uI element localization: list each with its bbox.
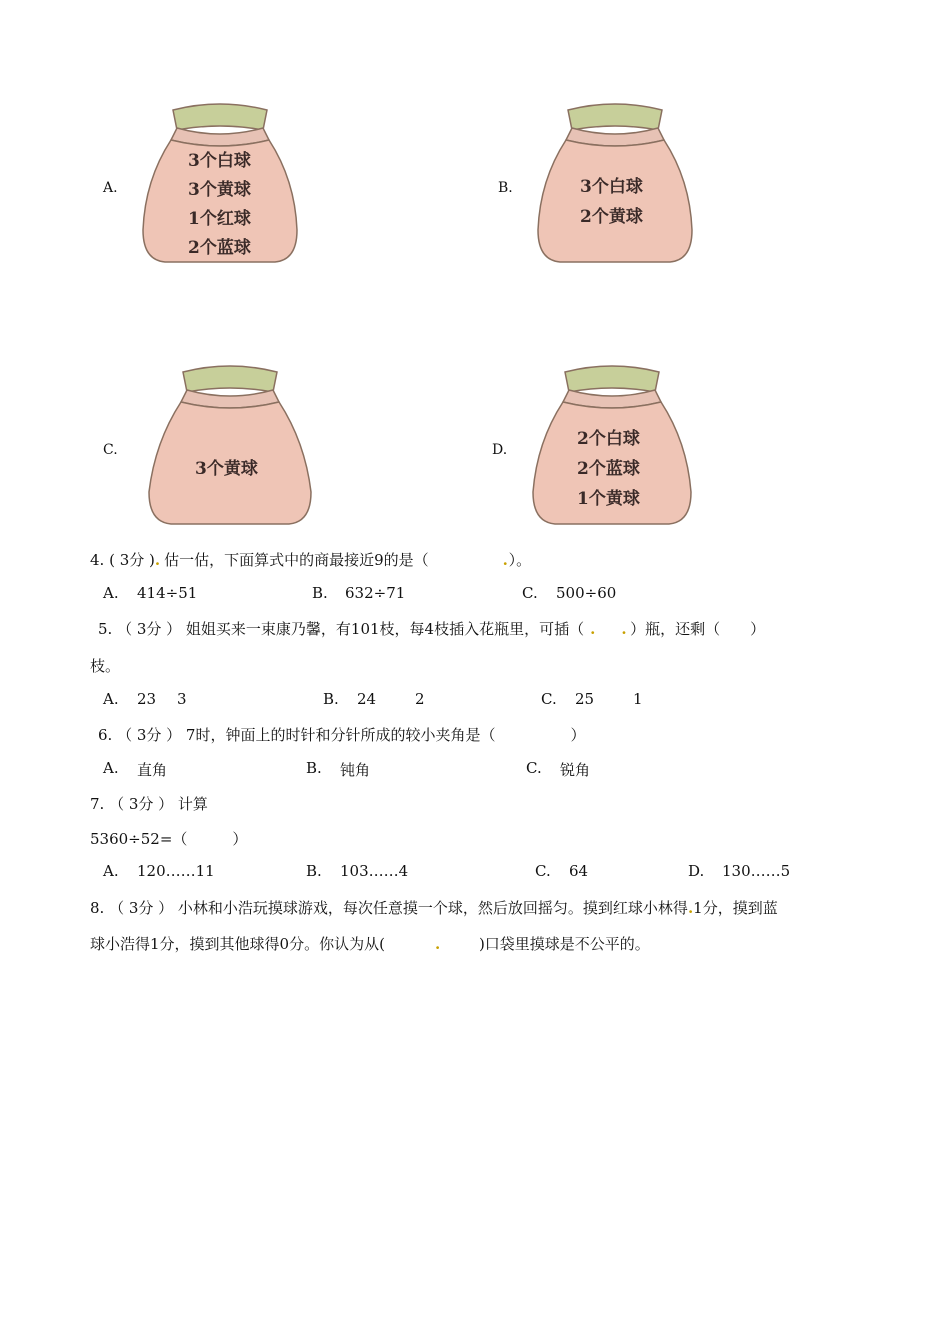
bag-d-line-1: 2个白球 xyxy=(577,429,640,449)
q7-option-c-label[interactable]: C. xyxy=(535,862,551,880)
q8-text-2b: )口袋里摸球是不公平的。 xyxy=(478,935,650,953)
bag-b-line-1: 3个白球 xyxy=(580,177,643,197)
q4-option-b-value: 632÷71 xyxy=(345,584,406,602)
q5-stem-line-2: 枝。 xyxy=(90,657,121,675)
q5-answer-blank-1[interactable] xyxy=(584,620,630,638)
option-label-b: B. xyxy=(498,180,513,196)
q4-option-c-value: 500÷60 xyxy=(556,584,617,602)
q4-number: 4. ( 3分 ) xyxy=(90,551,155,569)
bag-d-image xyxy=(527,362,697,532)
q4-option-a-value: 414÷51 xyxy=(137,584,198,602)
q6-option-c-value: 锐角 xyxy=(560,761,591,779)
q5-option-c-value-1: 25 xyxy=(575,690,595,708)
q7-option-c-value: 64 xyxy=(569,862,589,880)
bag-c-line-1: 3个黄球 xyxy=(195,459,258,479)
question-7-expression: 5360÷52=（ ） xyxy=(90,830,248,848)
q7-option-d-value: 130……5 xyxy=(722,862,791,880)
bag-c-image xyxy=(145,362,315,532)
q6-option-a-value: 直角 xyxy=(137,761,168,779)
q5-blank-dot-2: . xyxy=(621,620,627,638)
q5-option-a-label[interactable]: A. xyxy=(103,690,119,708)
q4-close: ）。 xyxy=(508,551,532,569)
q4-text: 估一估，下面算式中的商最接近9的是（ xyxy=(164,551,429,569)
q8-text-2a: 球小浩得1分，摸到其他球得0分。你认为从( xyxy=(90,935,385,953)
q4-option-c-label[interactable]: C. xyxy=(522,584,538,602)
q6-option-c-label[interactable]: C. xyxy=(526,759,542,777)
question-5-stem xyxy=(98,618,765,639)
q7-option-a-value: 120……11 xyxy=(137,862,215,880)
question-8-line-2 xyxy=(90,933,650,954)
bag-d-line-2: 2个蓝球 xyxy=(577,459,640,479)
q8-text-1a: 8. （ 3分 ） 小林和小浩玩摸球游戏，每次任意摸一个球，然后放回摇匀。摸到红球小林得 xyxy=(90,899,688,917)
q4-option-a-label[interactable]: A. xyxy=(103,584,119,602)
q5-option-c-value-2: 1 xyxy=(633,690,643,708)
q4-blank-dot: . xyxy=(502,551,508,569)
q5-blank-dot-1: . xyxy=(590,620,596,638)
q7-option-b-label[interactable]: B. xyxy=(306,862,322,880)
q5-option-c-label[interactable]: C. xyxy=(541,690,557,708)
q4-dot: . xyxy=(154,551,161,569)
q5-option-b-label[interactable]: B. xyxy=(323,690,339,708)
option-label-c: C. xyxy=(103,442,118,458)
question-6-stem: 6. （ 3分 ） 7时，钟面上的时针和分针所成的较小夹角是（ ） xyxy=(98,726,586,744)
bag-d-line-3: 1个黄球 xyxy=(577,489,640,509)
bag-b-image xyxy=(530,100,700,270)
q5-option-a-value-1: 23 xyxy=(137,690,157,708)
question-4-stem xyxy=(90,549,531,570)
q6-option-b-value: 钝角 xyxy=(340,761,371,779)
bag-b-line-2: 2个黄球 xyxy=(580,207,643,227)
bag-a-image xyxy=(135,100,305,270)
q4-option-b-label[interactable]: B. xyxy=(312,584,328,602)
q5-text: 5. （ 3分 ） 姐姐买来一束康乃馨，有101枝，每4枝插入花瓶里，可插（ xyxy=(98,620,585,638)
q6-option-b-label[interactable]: B. xyxy=(306,759,322,777)
option-label-a: A. xyxy=(103,180,118,196)
q5-text-2: ）瓶，还剩（ ） xyxy=(630,620,766,638)
q8-blank-dot: . xyxy=(434,935,441,953)
q7-option-b-value: 103……4 xyxy=(340,862,409,880)
bag-a-line-4: 2个蓝球 xyxy=(188,238,251,258)
q8-answer-blank[interactable] xyxy=(385,935,479,953)
q7-option-a-label[interactable]: A. xyxy=(103,862,119,880)
bag-a-line-1: 3个白球 xyxy=(188,151,251,171)
bag-a-line-2: 3个黄球 xyxy=(188,180,251,200)
bag-a-line-3: 1个红球 xyxy=(188,209,251,229)
question-8-line-1 xyxy=(90,897,778,918)
q8-dot-1: . xyxy=(687,899,694,917)
q5-option-b-value-2: 2 xyxy=(415,690,425,708)
question-7-stem: 7. （ 3分 ） 计算 xyxy=(90,795,208,813)
q5-option-b-value-1: 24 xyxy=(357,690,377,708)
q6-option-a-label[interactable]: A. xyxy=(103,759,119,777)
q4-answer-blank[interactable] xyxy=(429,551,509,569)
q5-option-a-value-2: 3 xyxy=(177,690,187,708)
q8-text-1b: 1分，摸到蓝 xyxy=(693,899,778,917)
option-label-d: D. xyxy=(492,442,508,458)
q7-option-d-label[interactable]: D. xyxy=(688,862,705,880)
